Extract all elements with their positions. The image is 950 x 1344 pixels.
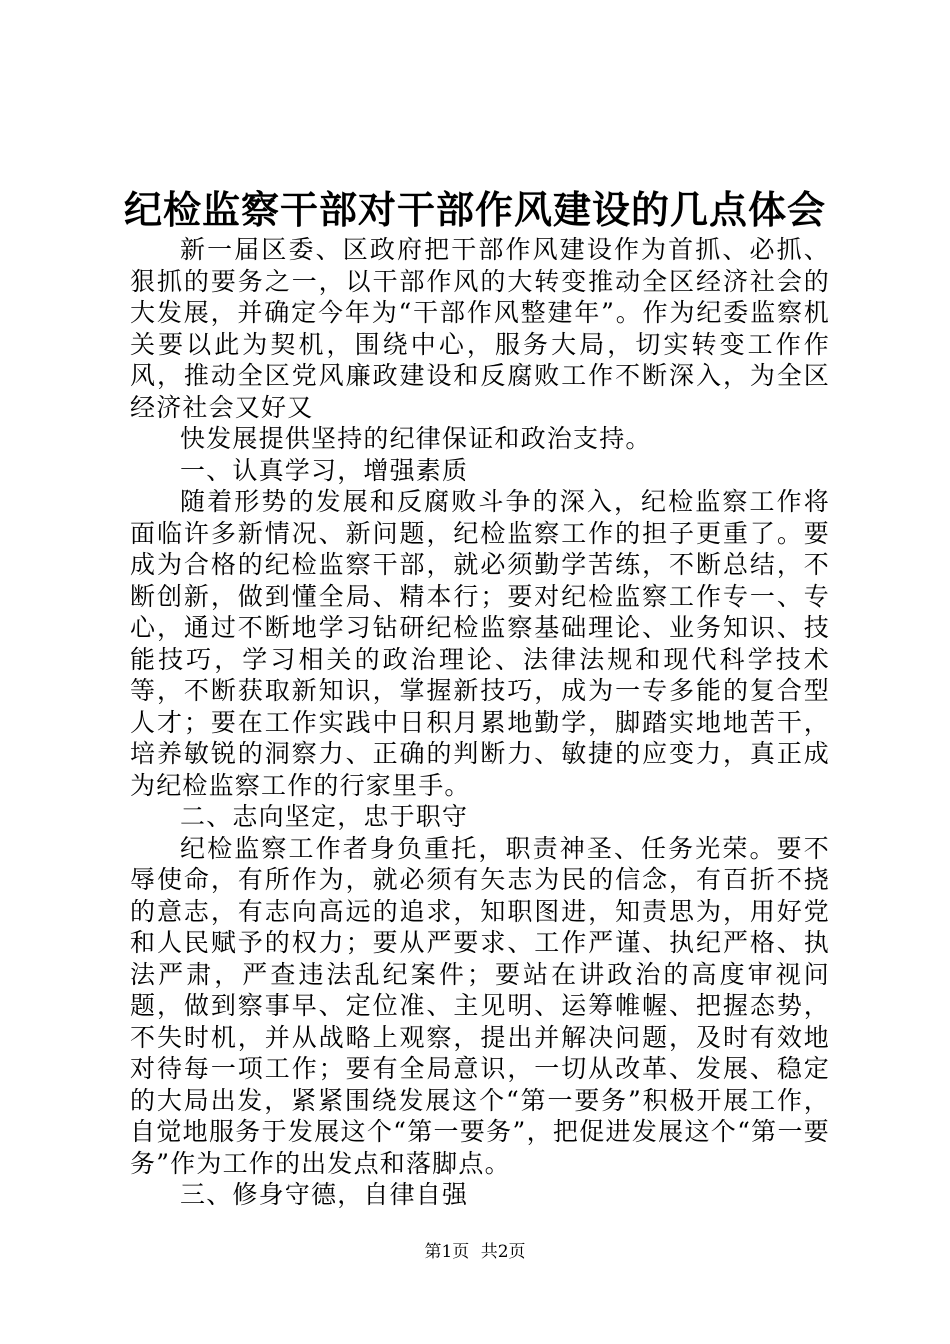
section-heading-1: 一、认真学习，增强素质 bbox=[180, 455, 469, 485]
section-heading-3: 三、修身守德，自律自强 bbox=[180, 1180, 469, 1209]
document-body bbox=[130, 234, 830, 1211]
page-footer bbox=[0, 1240, 950, 1264]
paragraph-intro-continued: 快发展提供坚持的纪律保证和政治支持。 bbox=[180, 424, 652, 453]
section-heading-2: 二、志向坚定，忠于职守 bbox=[180, 802, 469, 831]
paragraph-section-2: 纪检监察工作者身负重托，职责神圣、任务光荣。要不辱使命，有所作为，就必须有矢志为民的信念，有百折不挠的意志，有志向高远的追求，知职图进，知责思为，用好党和人民赋予的权力；要从严要求、工作严谨、执纪严格、执法严肃，严查违法乱纪案件；要站在讲政治的高度审视问题，做到察事早、定位准、主见明、运筹帷幄、把握态势，不失时机，并从战略上观察，提出并解决问题，及时有效地对待每一项工作；要有全局意识，一切从改革、发展、稳定的大局出发，紧紧围绕发展这个“第一要务”积极开展工作，自觉地服务于发展这个“第一要务”，把促进发展这个“第一要务”作为工作的出发点和落脚点。 bbox=[130, 833, 830, 1178]
document-title: 纪检监察干部对干部作风建设的几点体会 bbox=[123, 188, 826, 232]
paragraph-intro: 新一届区委、区政府把干部作风建设作为首抓、必抓、狠抓的要务之一，以干部作风的大转变推动全区经济社会的大发展，并确定今年为“干部作风整建年”。作为纪委监察机关要以此为契机，围绕中心，服务大局，切实转变工作作风，推动全区党风廉政建设和反腐败工作不断深入，为全区经济社会又好又 bbox=[130, 235, 830, 422]
page-number-total: 共2页 bbox=[480, 1242, 526, 1262]
page-number-current: 第1页 bbox=[424, 1242, 470, 1262]
paragraph-section-1: 随着形势的发展和反腐败斗争的深入，纪检监察工作将面临许多新情况、新问题，纪检监察工作的担子更重了。要成为合格的纪检监察干部，就必须勤学苦练，不断总结，不断创新，做到懂全局、精本行；要对纪检监察工作专一、专心，通过不断地学习钻研纪检监察基础理论、业务知识、技能技巧，学习相关的政治理论、法律法规和现代科学技术等，不断获取新知识，掌握新技巧，成为一专多能的复合型人才；要在工作实践中日积月累地勤学，脚踏实地地苦干，培养敏锐的洞察力、正确的判断力、敏捷的应变力，真正成为纪检监察工作的行家里手。 bbox=[130, 487, 830, 800]
